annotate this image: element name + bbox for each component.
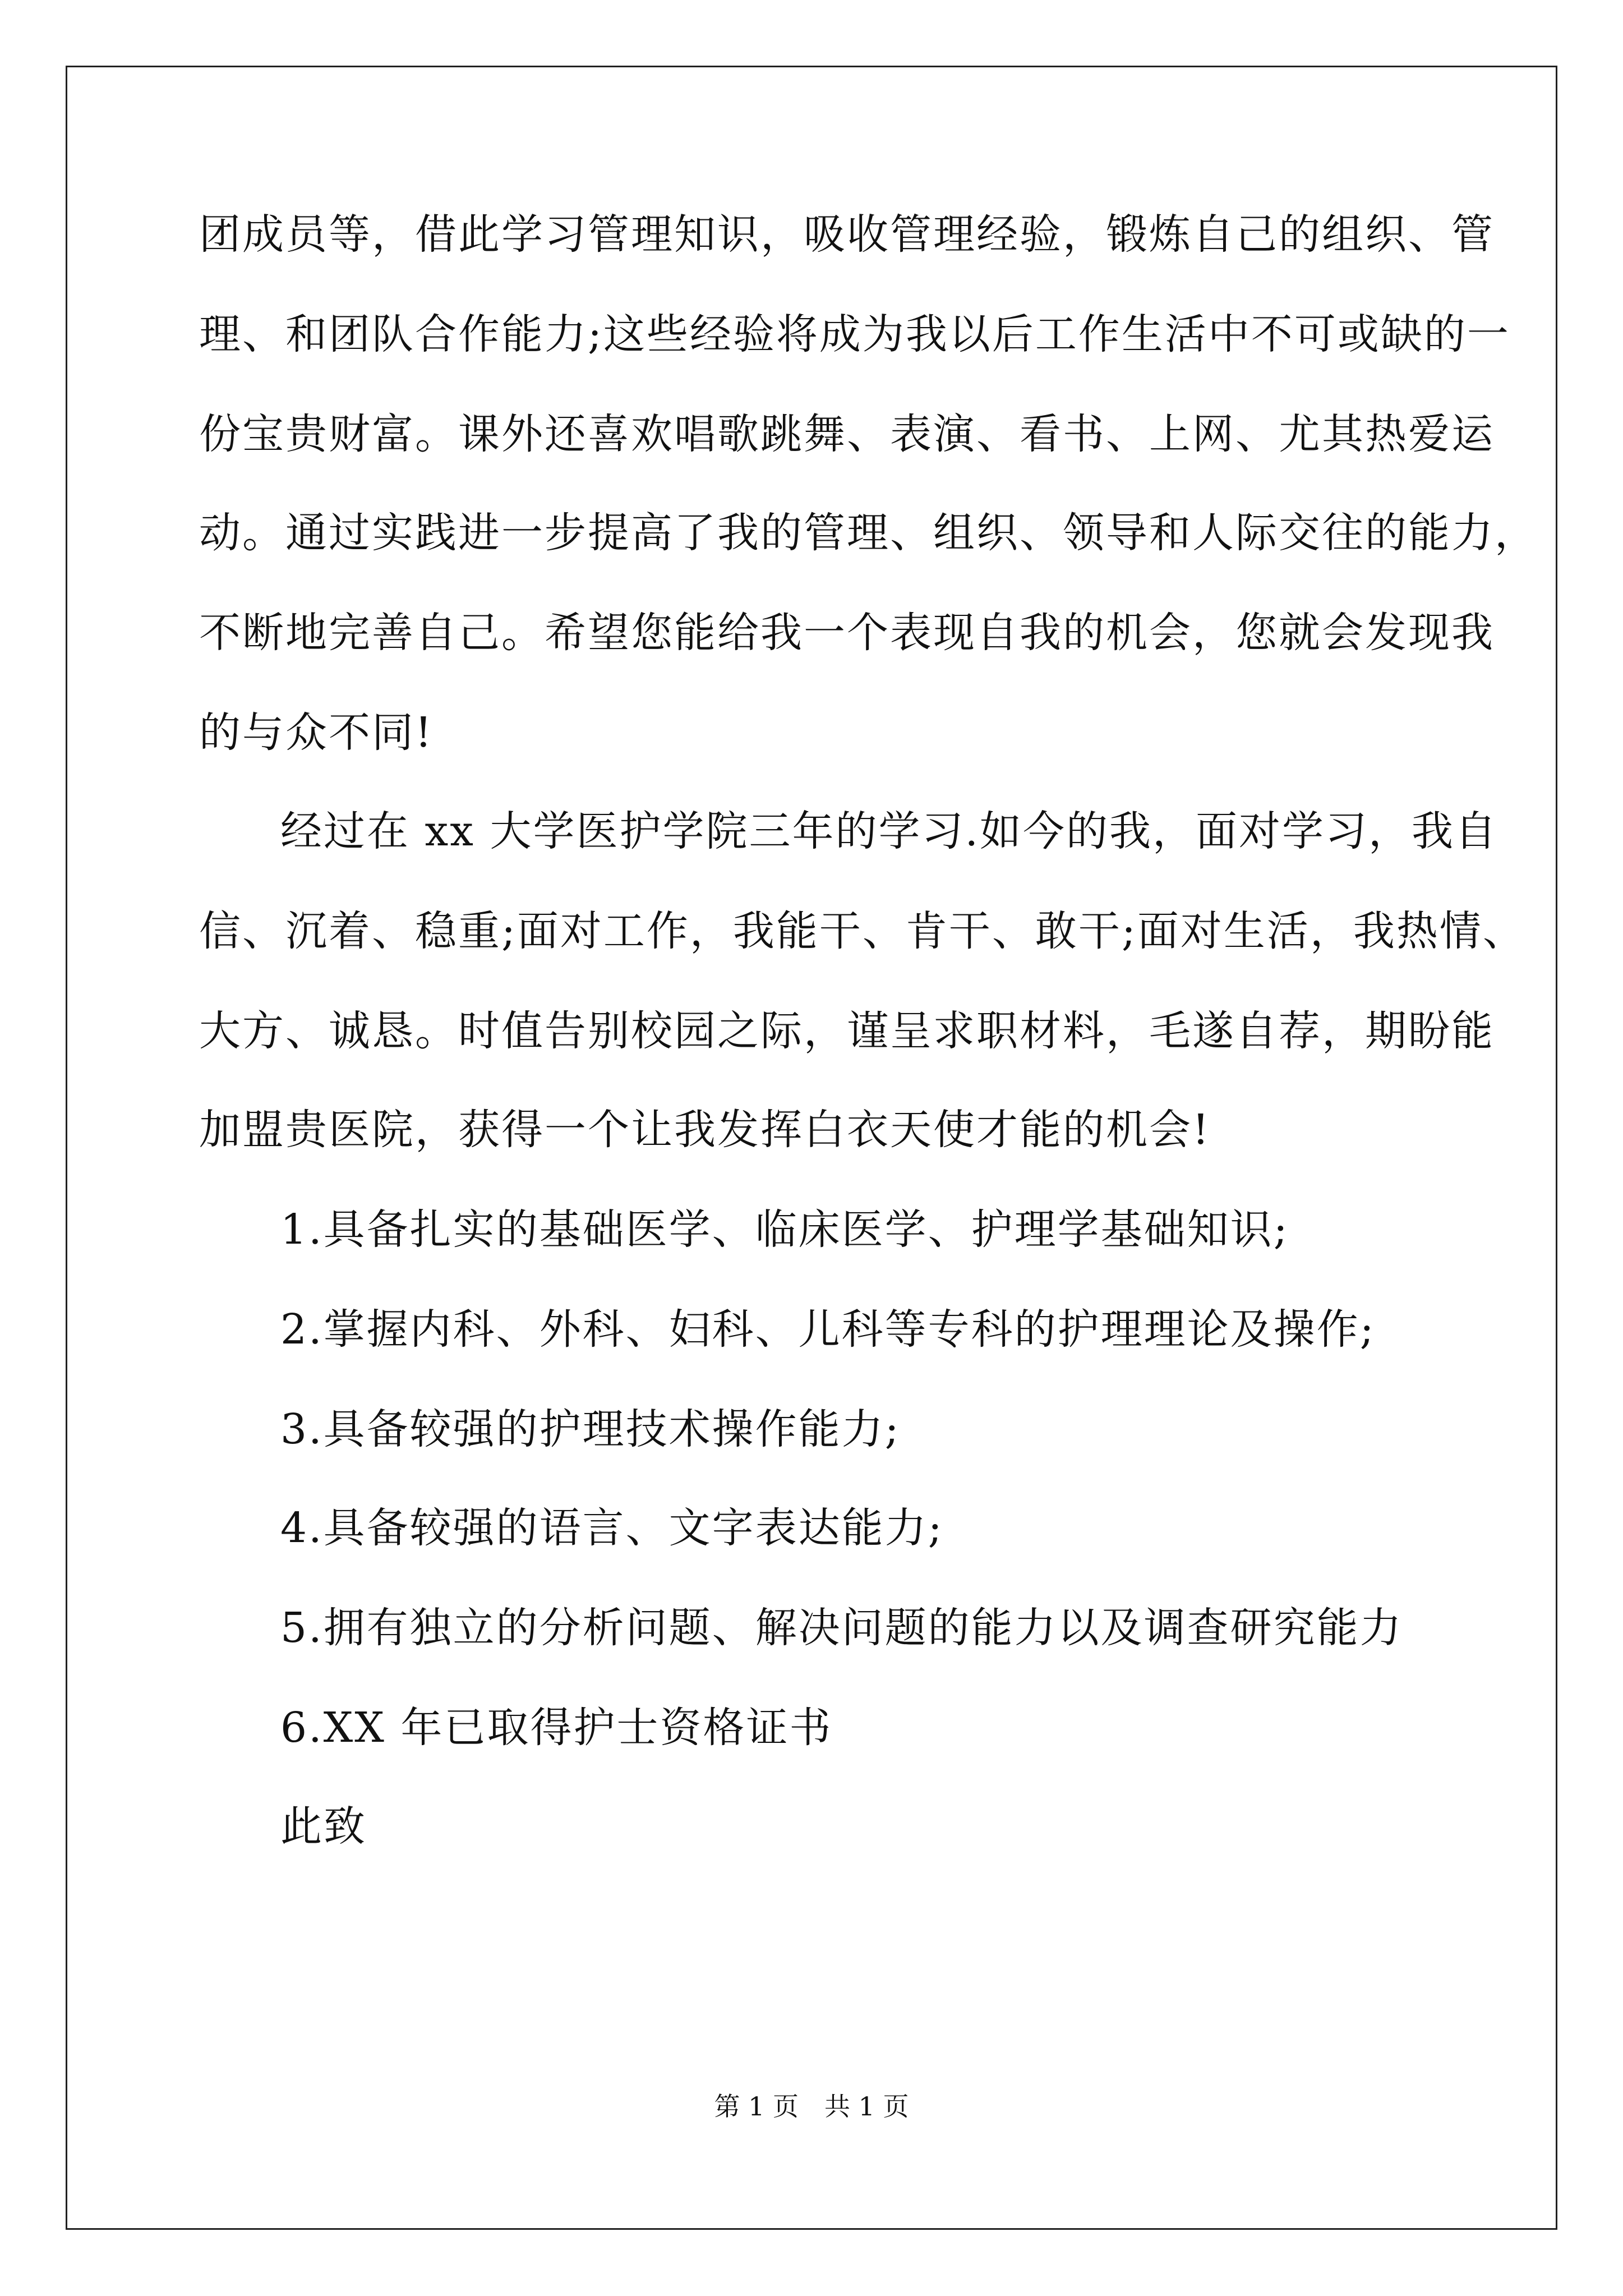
- page-number: 第 1 页 共 1 页: [714, 2091, 909, 2122]
- list-item: 5.拥有独立的分析问题、解决问题的能力以及调查研究能力: [280, 1604, 1403, 1652]
- closing-salutation: 此致: [280, 1802, 367, 1851]
- paragraph-1-line-3: 份宝贵财富。课外还喜欢唱歌跳舞、表演、看书、上网、尤其热爱运: [199, 410, 1495, 458]
- list-item: 6.XX 年已取得护士资格证书: [280, 1704, 833, 1752]
- paragraph-1-line-4: 动。通过实践进一步提高了我的管理、组织、领导和人际交往的能力，: [199, 509, 1538, 557]
- paragraph-1-line-6: 的与众不同!: [199, 708, 434, 757]
- list-item: 1.具备扎实的基础医学、临床医学、护理学基础知识;: [280, 1205, 1289, 1254]
- paragraph-2-line-1: 经过在 xx 大学医护学院三年的学习.如今的我，面对学习，我自: [280, 807, 1498, 855]
- list-item: 3.具备较强的护理技术操作能力;: [280, 1405, 901, 1453]
- list-item: 4.具备较强的语言、文字表达能力;: [280, 1504, 944, 1552]
- list-item: 2.掌握内科、外科、妇科、儿科等专科的护理理论及操作;: [280, 1305, 1376, 1354]
- paragraph-1-line-2: 理、和团队合作能力;这些经验将成为我以后工作生活中不可或缺的一: [199, 310, 1510, 358]
- paragraph-2-line-3: 大方、诚恳。时值告别校园之际，谨呈求职材料，毛遂自荐，期盼能: [199, 1007, 1495, 1055]
- paragraph-1-line-5: 不断地完善自己。希望您能给我一个表现自我的机会，您就会发现我: [199, 609, 1495, 657]
- paragraph-2-line-4: 加盟贵医院，获得一个让我发挥白衣天使才能的机会!: [199, 1106, 1211, 1154]
- paragraph-2-line-2: 信、沉着、稳重;面对工作，我能干、肯干、敢干;面对生活，我热情、: [199, 907, 1526, 955]
- paragraph-1-line-1: 团成员等，借此学习管理知识，吸收管理经验，锻炼自己的组织、管: [199, 210, 1495, 259]
